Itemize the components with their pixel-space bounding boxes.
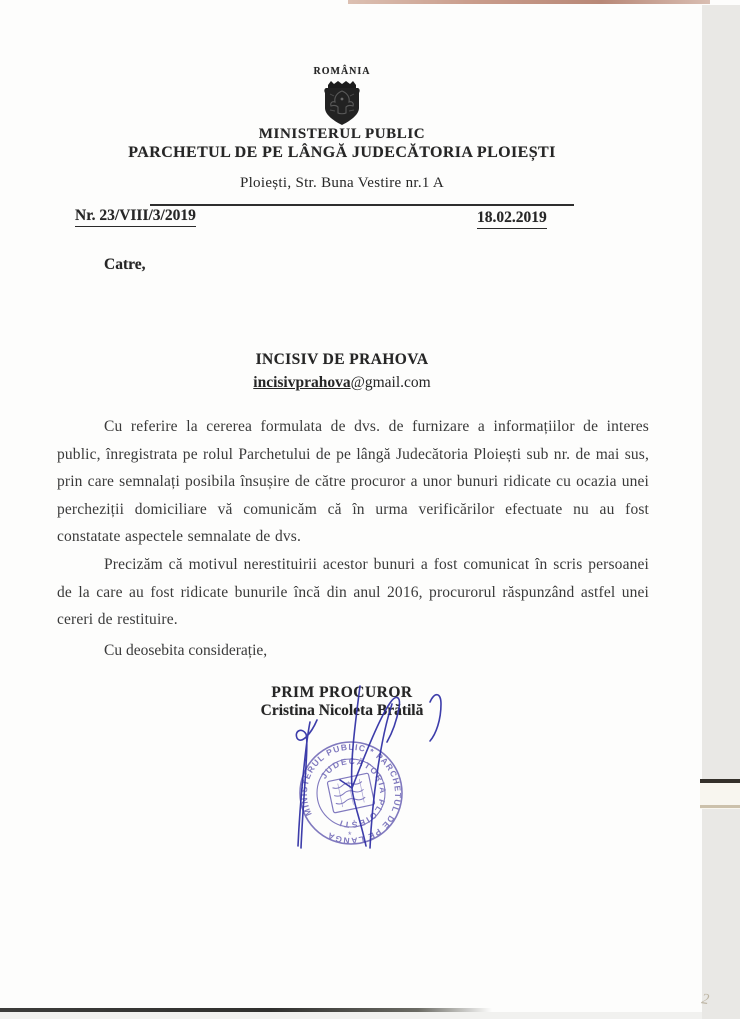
signer-title: PRIM PROCUROR bbox=[271, 684, 413, 701]
scan-artifact-top-strip bbox=[348, 0, 710, 4]
svg-text:JUDECĂTORIA PLOIEȘTI bbox=[319, 756, 389, 830]
letter-date: 18.02.2019 bbox=[477, 209, 547, 229]
body-paragraph-1: Cu referire la cererea formulata de dvs. de furnizare a informațiilor de interes public, înregistrata pe rolul Parchetului de pe lângă Judecătoria Ploiești sub nr. de mai sus, prin care semnalați posibila însușire de către procuror a unor bunuri ridicate cu ocazia unei percheziții domiciliare vă comunicăm că în urma verificărilor efectuate nu au fost constatate aspectele semnalate de dvs. bbox=[57, 418, 649, 546]
svg-text:MINISTERUL PUBLIC * PARCHETUL bbox=[299, 742, 403, 846]
salutation: Catre, bbox=[104, 256, 146, 273]
scan-artifact-corner-mark: 2 bbox=[700, 991, 711, 1009]
country-label: ROMÂNIA bbox=[313, 66, 371, 77]
recipient-email-user: incisivprahova bbox=[253, 374, 351, 391]
scan-artifact-bottom-band bbox=[0, 1012, 702, 1019]
recipient-name: INCISIV DE PRAHOVA bbox=[255, 351, 429, 368]
letter-body bbox=[57, 413, 649, 634]
scan-artifact-tan-line bbox=[700, 805, 740, 808]
stamp-ring-text: MINISTERUL PUBLIC * PARCHETUL DE PE LANGA bbox=[298, 741, 404, 846]
signer-name: Cristina Nicoleta Brătilă bbox=[260, 702, 424, 719]
coat-of-arms-emblem bbox=[0, 80, 684, 131]
recipient-email bbox=[0, 374, 684, 392]
stamp-bottom-symbol: * bbox=[348, 830, 352, 840]
official-round-stamp bbox=[299, 742, 403, 846]
recipient-email-domain: @gmail.com bbox=[350, 374, 431, 391]
body-paragraph-2: Precizăm că motivul nerestituirii acestor bunuri a fost comunicat în scris persoanei de la care au fost ridicate bunurile încă din anul 2016, procurorul răspunzând astfel unei cereri de restituire. bbox=[57, 555, 649, 629]
reference-number: Nr. 23/VIII/3/2019 bbox=[75, 207, 196, 227]
ministry-title: MINISTERUL PUBLIC bbox=[258, 126, 426, 142]
scan-edge-strip bbox=[702, 5, 740, 1019]
closing-phrase: Cu deosebita considerație, bbox=[104, 642, 268, 659]
office-address: Ploiești, Str. Buna Vestire nr.1 A bbox=[239, 175, 445, 191]
stamp-inner-text: JUDECĂTORIA PLOIEȘTI bbox=[318, 755, 389, 831]
header-rule bbox=[150, 204, 574, 206]
prosecutor-office-title: PARCHETUL DE PE LÂNGĂ JUDECĂTORIA PLOIEȘTI bbox=[128, 144, 556, 161]
